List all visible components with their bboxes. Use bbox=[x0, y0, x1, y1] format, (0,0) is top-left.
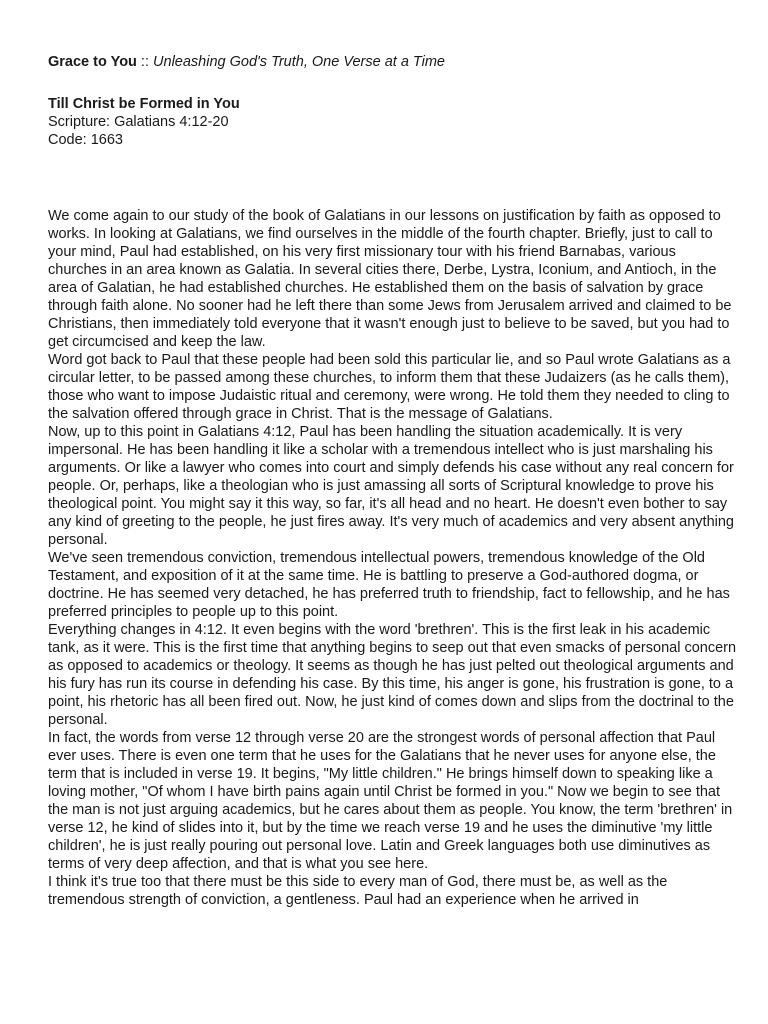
site-header bbox=[48, 53, 738, 71]
sermon-title: Till Christ be Formed in You bbox=[48, 96, 240, 112]
sermon-meta bbox=[48, 95, 738, 149]
body-paragraph: We've seen tremendous conviction, tremendous intellectual powers, tremendous knowledge of the Old Testament, and exposition of it at the same time. He is battling to preserve a God-authored dogma, or doctrine. He has seemed very detached, he has preferred truth to friendship, fact to fellowship, and he has preferred principles to people up to this point. bbox=[48, 550, 730, 620]
body-paragraph: Everything changes in 4:12. It even begins with the word 'brethren'. This is the first leak in his academic tank, as it were. This is the first time that anything begins to seep out that even smacks of personal concern as opposed to academics or theology. It seems as though he has just pelted out theological arguments and his fury has run its course in defending his case. By this time, his anger is gone, his frustration is gone, to a point, his rhetoric has all been fired out. Now, he just kind of comes down and slips from the doctrinal to the personal. bbox=[48, 622, 737, 728]
header-separator: :: bbox=[136, 54, 154, 70]
body-paragraph: I think it's true too that there must be this side to every man of God, there must be, as well as the tremendous strength of conviction, a gentleness. Paul had an experience when he arrived in bbox=[48, 874, 668, 908]
body-paragraph: Word got back to Paul that these people had been sold this particular lie, and so Paul wrote Galatians as a circular letter, to be passed among these churches, to inform them that these Judaizers (as he calls them), those who want to impose Judaistic ritual and ceremony, were wrong. He told them they needed to cling to the salvation offered through grace in Christ. That is the message of Galatians. bbox=[48, 352, 731, 422]
site-name: Grace to You bbox=[48, 54, 137, 70]
body-paragraph: Now, up to this point in Galatians 4:12, Paul has been handling the situation academically. It is very impersonal. He has been handling it like a scholar with a tremendous intellect who is just marshaling his arguments. Or like a lawyer who comes into court and simply defends his case without any real concern for people. Or, perhaps, like a theologian who is just amassing all sorts of Scriptural knowledge to prove his theological point. You might say it this way, so far, it's all head and no heart. He doesn't even bother to say any kind of greeting to the people, he just fires away. It's very much of academics and very absent anything personal. bbox=[48, 424, 734, 548]
document-page bbox=[48, 53, 738, 909]
body-paragraph: We come again to our study of the book of Galatians in our lessons on justification by faith as opposed to works. In looking at Galatians, we find ourselves in the middle of the fourth chapter. Briefly, just to call to your mind, Paul had established, on his very first missionary tour with his friend Barnabas, various churches in an area known as Galatia. In several cities there, Derbe, Lystra, Iconium, and Antioch, in the area of Galatian, he had established churches. He established them on the basis of salvation by grace through faith alone. No sooner had he left there than some Jews from Jerusalem arrived and claimed to be Christians, then immediately told everyone that it wasn't enough just to believe to be saved, but you had to get circumcised and keep the law. bbox=[48, 208, 732, 350]
scripture-reference: Scripture: Galatians 4:12-20 bbox=[48, 114, 229, 130]
body-paragraph: In fact, the words from verse 12 through verse 20 are the strongest words of personal affection that Paul ever uses. There is even one term that he uses for the Galatians that he never uses for anyone else, the term that is included in verse 19. It begins, "My little children." He brings himself down to speaking like a loving mother, "Of whom I have birth pains again until Christ be formed in you." Now we begin to see that the man is not just arguing academics, but he cares about them as people. You know, the term 'brethren' in verse 12, he kind of slides into it, but by the time we reach verse 19 and he uses the diminutive 'my little children', he is just really pouring out personal love. Latin and Greek languages both use diminutives as terms of very deep affection, and that is what you see here. bbox=[48, 730, 733, 872]
sermon-body bbox=[48, 207, 738, 909]
site-tagline: Unleashing God's Truth, One Verse at a Time bbox=[153, 54, 445, 70]
sermon-code: Code: 1663 bbox=[48, 132, 123, 148]
